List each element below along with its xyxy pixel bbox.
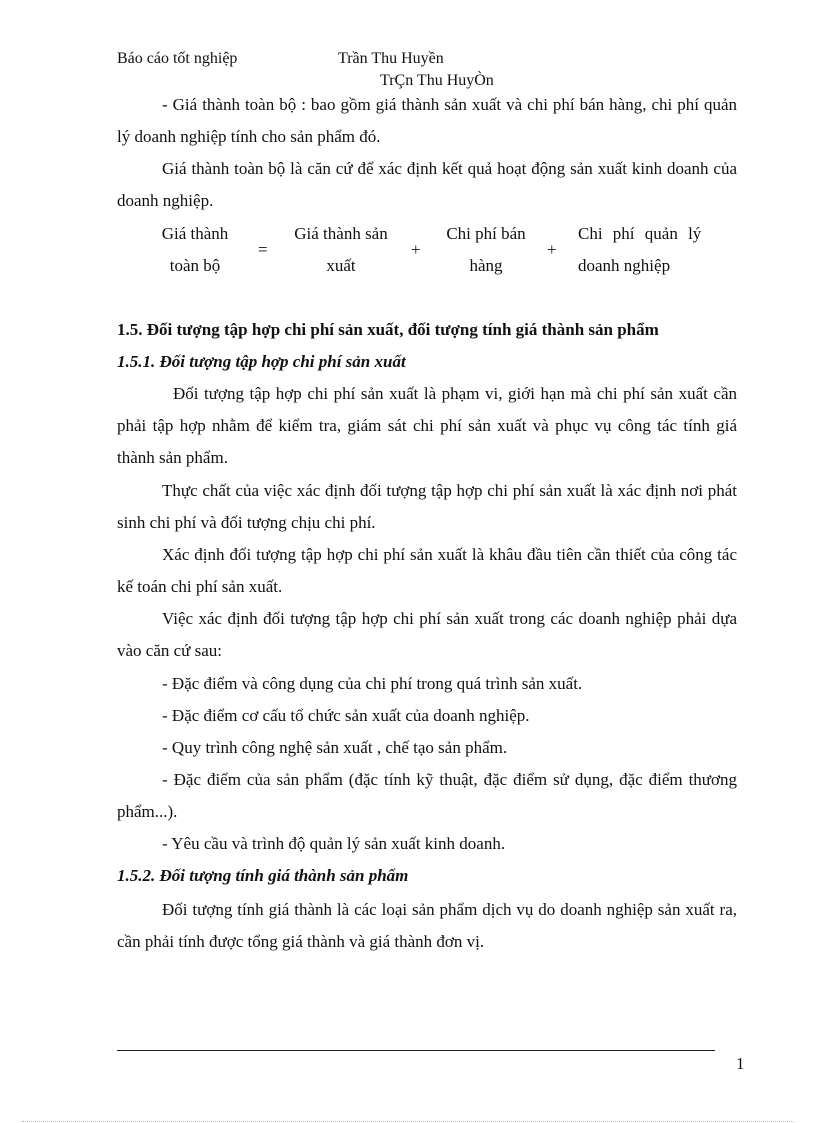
paragraph-1-5-1-a: Đối tượng tập hợp chi phí sản xuất là phạm vi, giới hạn mà chi phí sản xuất cần phải tập hợp nhằm để kiểm tra, giám sát chi phí sản xuất và phục vụ công tác tính giá thành sản phẩm. bbox=[117, 384, 737, 467]
paragraph-1-5-2-a: Đối tượng tính giá thành là các loại sản phẩm dịch vụ do doanh nghiệp sản xuất ra, cần phải tính được tổng giá thành và giá thành đơn vị. bbox=[117, 900, 737, 951]
list-item: - Đặc điểm và công dụng của chi phí trong quá trình sản xuất. bbox=[162, 674, 583, 693]
formula-term-text: hàng bbox=[469, 256, 503, 275]
page-number: 1 bbox=[736, 1054, 745, 1073]
formula-term-production-cost bbox=[283, 218, 399, 282]
formula-plus-sign: + bbox=[411, 240, 421, 259]
list-item: - Quy trình công nghệ sản xuất , chế tạo sản phẩm. bbox=[162, 738, 508, 757]
formula-term-text: xuất bbox=[326, 256, 356, 275]
paragraph-1-5-1-d: Việc xác định đối tượng tập hợp chi phí sản xuất trong các doanh nghiệp phải dựa vào căn cứ sau: bbox=[117, 609, 737, 660]
list-item: - Yêu cầu và trình độ quản lý sản xuất kinh doanh. bbox=[162, 834, 506, 853]
formula-term-text: doanh nghiệp bbox=[578, 256, 671, 275]
formula-term-text: toàn bộ bbox=[169, 256, 221, 275]
formula-term-admin-cost bbox=[578, 218, 713, 282]
formula-equals-sign: = bbox=[258, 240, 268, 259]
paragraph-1-5-1-b: Thực chất của việc xác định đối tượng tập hợp chi phí sản xuất là xác định nơi phát sinh chi phí và đối tượng chịu chi phí. bbox=[117, 481, 737, 532]
page-edge-divider bbox=[22, 1121, 794, 1122]
formula-term-text: Giá thành sản bbox=[294, 224, 388, 243]
paragraph-1-5-1-c: Xác định đối tượng tập hợp chi phí sản xuất là khâu đầu tiên cần thiết của công tác kế toán chi phí sản xuất. bbox=[117, 545, 737, 596]
section-heading-1-5: 1.5. Đối tượng tập hợp chi phí sản xuất, đối tượng tính giá thành sản phẩm bbox=[117, 320, 659, 339]
section-heading-1-5-2: 1.5.2. Đối tượng tính giá thành sản phẩm bbox=[117, 866, 409, 885]
formula-term-text: Chi phí bán bbox=[446, 224, 526, 243]
intro-paragraph-2: Giá thành toàn bộ là căn cứ để xác định kết quả hoạt động sản xuất kinh doanh của doanh nghiệp. bbox=[117, 159, 737, 210]
formula-term-text: Giá thành bbox=[161, 224, 229, 243]
header-author: Trần Thu Huyền bbox=[338, 50, 444, 67]
formula-term-selling-cost bbox=[436, 218, 536, 282]
list-item: - Đặc điểm cơ cấu tổ chức sản xuất của doanh nghiệp. bbox=[162, 706, 530, 725]
header-author-garbled: TrÇn Thu HuyÒn bbox=[380, 72, 494, 89]
formula-term-total-cost bbox=[150, 218, 240, 282]
footer-divider bbox=[117, 1050, 715, 1051]
list-item: - Đặc điểm của sản phẩm (đặc tính kỹ thuật, đặc điểm sử dụng, đặc điểm thương phẩm...). bbox=[117, 770, 737, 821]
section-heading-1-5-1: 1.5.1. Đối tượng tập hợp chi phí sản xuất bbox=[117, 352, 406, 371]
formula-plus-sign: + bbox=[547, 240, 557, 259]
intro-paragraph-1: - Giá thành toàn bộ : bao gồm giá thành sản xuất và chi phí bán hàng, chi phí quản lý doanh nghiệp tính cho sản phẩm đó. bbox=[117, 95, 737, 146]
header-report-title: Báo cáo tốt nghiệp bbox=[117, 50, 238, 67]
formula-term-text: Chi phí quản lý bbox=[578, 224, 702, 243]
